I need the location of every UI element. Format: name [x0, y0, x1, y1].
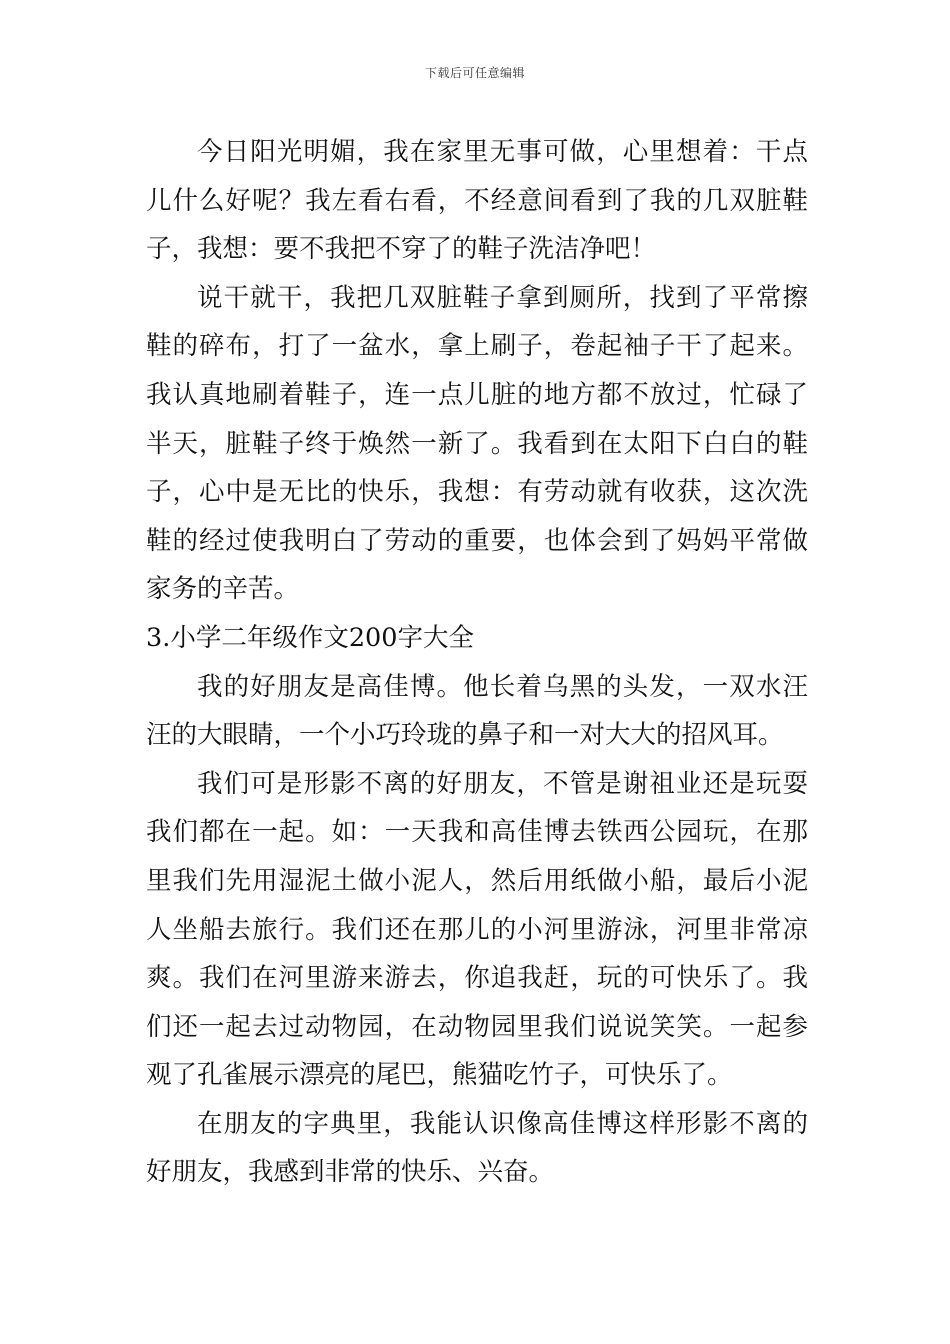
paragraph-friend-conclusion: 在朋友的字典里，我能认识像高佳博这样形影不离的好朋友，我感到非常的快乐、兴奋。 — [146, 1108, 808, 1188]
page-header: 下载后可任意编辑 — [424, 66, 525, 80]
paragraph-shoe-washing-intro: 今日阳光明媚，我在家里无事可做，心里想着：干点儿什么好呢？我左看右看，不经意间看到了我的几双脏鞋子，我想：要不我把不穿了的鞋子洗洁净吧！ — [146, 137, 808, 265]
paragraph-friend-activities: 我们可是形影不离的好朋友，不管是谢祖业还是玩耍我们都在一起。如：一天我和高佳博去铁西公园玩，在那里我们先用湿泥土做小泥人，然后用纸做小船，最后小泥人坐船去旅行。我们还在那儿的小河里游泳，河里非常凉爽。我们在河里游来游去，你追我赶，玩的可快乐了。我们还一起去过动物园，在动物园里我们说说笑笑。一起参观了孔雀展示漂亮的尾巴，熊猫吃竹子，可快乐了。 — [146, 768, 808, 1091]
paragraph-shoe-washing-process: 说干就干，我把几双脏鞋子拿到厕所，找到了平常擦鞋的碎布，打了一盆水，拿上刷子，卷起袖子干了起来。我认真地刷着鞋子，连一点儿脏的地方都不放过，忙碌了半天，脏鞋子终于焕然一新了。我看到在太阳下白白的鞋子，心中是无比的快乐，我想：有劳动就有收获，这次洗鞋的经过使我明白了劳动的重要，也体会到了妈妈平常做家务的辛苦。 — [146, 282, 808, 605]
document-body — [146, 128, 808, 1197]
section-heading: 3.小学二年级作文200字大全 — [146, 622, 475, 653]
paragraph-friend-description: 我的好朋友是高佳博。他长着乌黑的头发，一双水汪汪的大眼睛，一个小巧玲珑的鼻子和一对大大的招风耳。 — [146, 671, 808, 751]
